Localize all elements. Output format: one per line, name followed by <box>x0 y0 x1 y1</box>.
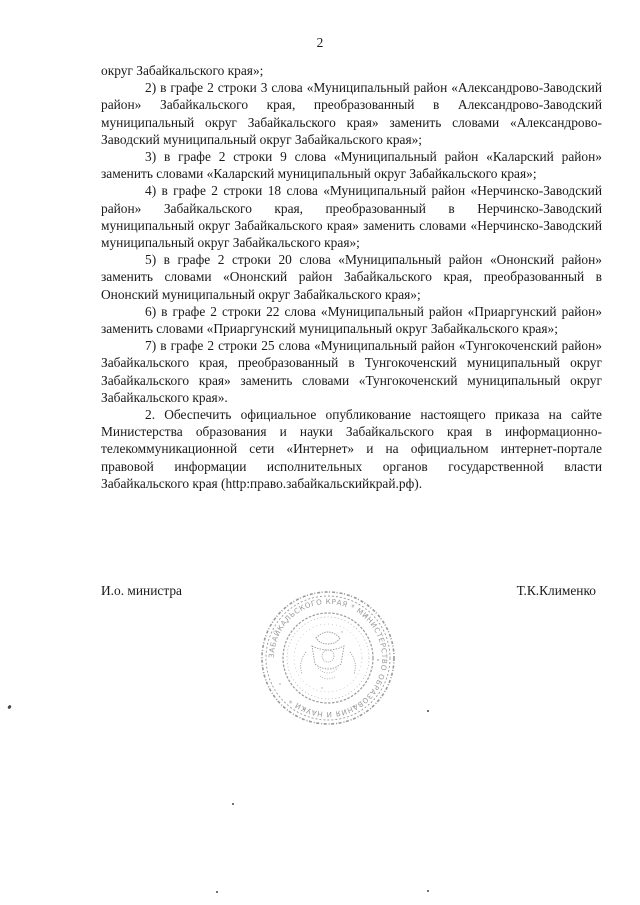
paragraph-item-2: 2) в графе 2 строки 3 слова «Муниципальный район «Александрово-Заводский район» Забайкальского края, преобразованный в Александрово-Заводский муниципальный округ Забайкальского края» заменить словами «Александрово-Заводский муниципальный округ Забайкальского края»; <box>101 80 602 147</box>
seal-stamp-icon <box>258 588 398 728</box>
paragraph-publication: 2. Обеспечить официальное опубликование настоящего приказа на сайте Министерства образования и науки Забайкальского края в информационно-телекоммуникационной сети «Интернет» и на официальном интернет-портале правовой информации исполнительных органов государственной власти Забайкальского края (http:право.забайкальскийкрай.рф). <box>101 407 602 491</box>
scan-speck <box>427 710 429 712</box>
paragraph-item-7: 7) в графе 2 строки 25 слова «Муниципальный район «Тунгокоченский район» Забайкальского края, преобразованный в Тунгокоченский муниципальный округ Забайкальского края» заменить словами «Тунгокоченский муниципальный округ Забайкальского края». <box>101 338 602 405</box>
paragraph-continuation: округ Забайкальского края»; <box>101 63 264 78</box>
signatory-position: И.о. министра <box>101 583 182 598</box>
paragraph-item-3: 3) в графе 2 строки 9 слова «Муниципальный район «Каларский район» заменить словами «Каларский муниципальный округ Забайкальского края»; <box>101 149 602 182</box>
scan-speck <box>232 803 234 805</box>
seal-legend-ring: ЗАБАЙКАЛЬСКОГО КРАЯ * МИНИСТЕРСТВО ОБРАЗОВАНИЯ И НАУКИ * <box>266 596 390 720</box>
page-number: 2 <box>316 35 324 50</box>
paragraph-item-4: 4) в графе 2 строки 18 слова «Муниципальный район «Нерчинско-Заводский район» Забайкальского края, преобразованный в Нерчинско-Заводский муниципальный округ Забайкальского края» заменить словами «Нерчинско-Заводский муниципальный округ Забайкальского края»; <box>101 183 602 251</box>
official-seal <box>258 588 398 728</box>
paragraph-item-5: 5) в графе 2 строки 20 слова «Муниципальный район «Ононский район» заменить словами «Ононский район Забайкальского края, преобразованный в Ононский муниципальный округ Забайкальского края»; <box>101 252 602 302</box>
seal-ink <box>262 592 394 724</box>
paragraph-item-6: 6) в графе 2 строки 22 слова «Муниципальный район «Приаргунский район» заменить словами «Приаргунский муниципальный округ Забайкальского края»; <box>101 303 602 337</box>
document-body <box>101 62 602 492</box>
scan-speck <box>7 705 12 710</box>
scan-speck <box>216 891 218 893</box>
scan-speck <box>427 890 429 892</box>
signatory-name: Т.К.Клименко <box>516 583 596 598</box>
